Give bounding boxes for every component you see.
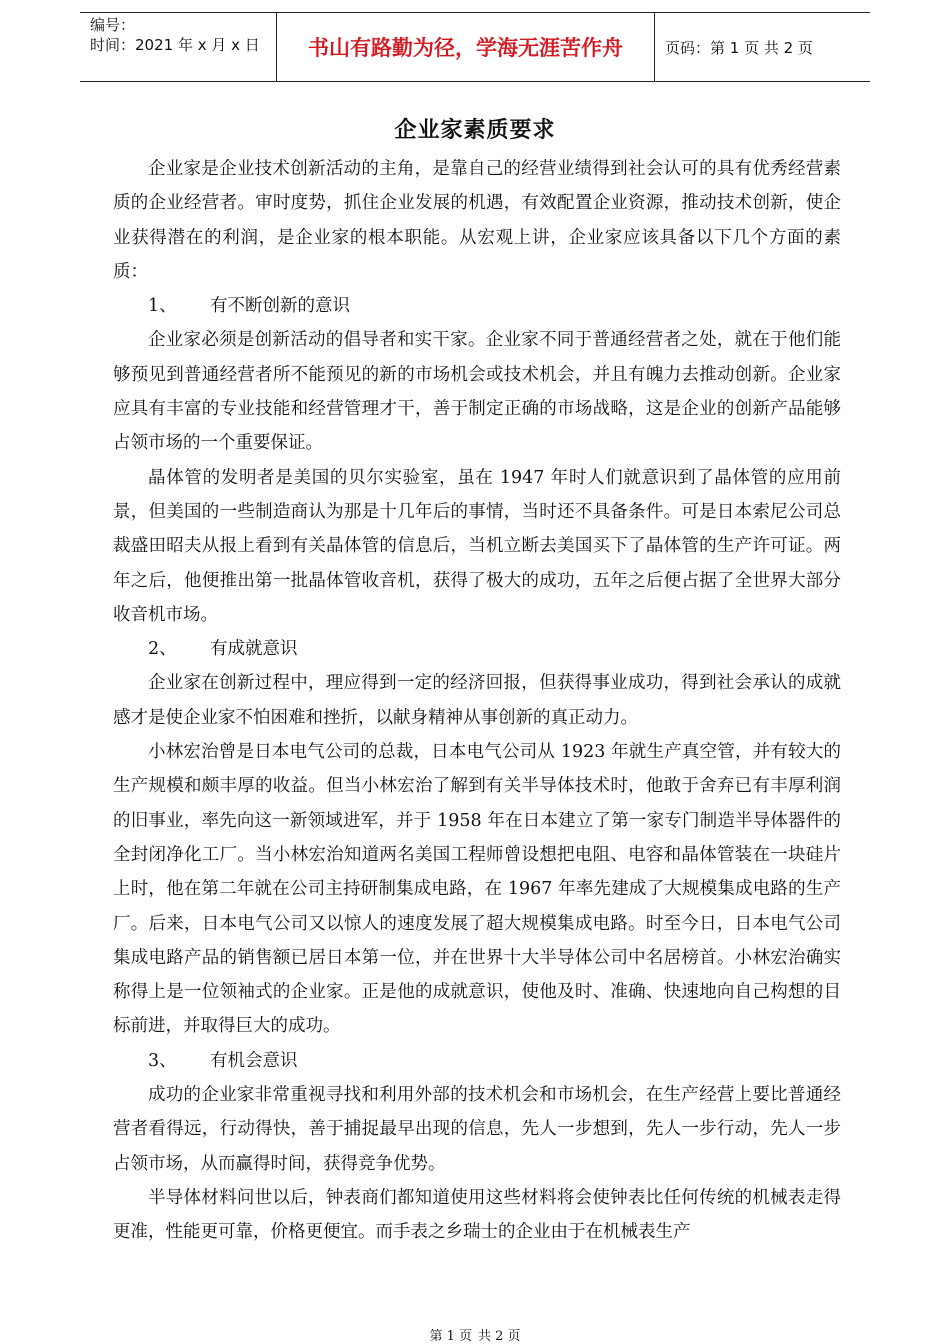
document-title: 企业家素质要求 — [394, 117, 556, 143]
section-number: 3、 — [148, 1050, 177, 1071]
section-title: 有不断创新的意识 — [210, 296, 350, 317]
page-footer — [0, 1325, 950, 1344]
section-title: 有机会意识 — [210, 1050, 298, 1071]
time-label: 时间：2021 年 x 月 x 日 — [90, 36, 260, 54]
section-paragraph: 企业家必须是创新活动的倡导者和实干家。企业家不同于普通经营者之处，就在于他们能够预见到普通经营者所不能预见的新的市场机会或技术机会，并且有魄力去推动创新。企业家应具有丰富的专业技能和经营管理才干，善于制定正确的市场战略，这是企业的创新产品能够占领市场的一个重要保证。 — [113, 330, 841, 454]
header-meta — [80, 13, 277, 81]
number-label: 编号： — [90, 16, 136, 34]
page-header — [80, 12, 870, 82]
section-number: 2、 — [148, 639, 177, 660]
intro-paragraph: 企业家是企业技术创新活动的主角，是靠自己的经营业绩得到社会认可的具有优秀经营素质的企业经营者。审时度势，抓住企业发展的机遇，有效配置企业资源，推动技术创新，使企业获得潜在的利润，是企业家的根本职能。从宏观上讲，企业家应该具备以下几个方面的素质： — [113, 159, 841, 282]
section-heading — [113, 632, 841, 666]
section-paragraph: 半导体材料问世以后，钟表商们都知道使用这些材料将会使钟表比任何传统的机械表走得更准，性能更可靠，价格更便宜。而手表之乡瑞士的企业由于在机械表生产 — [113, 1187, 841, 1243]
section-number: 1、 — [148, 296, 177, 317]
footer-page-current: 第 1 页 — [429, 1329, 472, 1344]
section-paragraph: 晶体管的发明者是美国的贝尔实验室，虽在 1947 年时人们就意识到了晶体管的应用前景，但美国的一些制造商认为那是十几年后的事情，当时还不具备条件。可是日本索尼公司总裁盛田昭夫从报上看到有关晶体管的信息后，当机立断去美国买下了晶体管的生产许可证。两年之后，他便推出第一批晶体管收音机，获得了极大的成功，五年之后便占据了全世界大部分收音机市场。 — [113, 467, 841, 625]
section-heading — [113, 1044, 841, 1078]
section-heading — [113, 289, 841, 323]
section-paragraph: 小林宏治曾是日本电气公司的总裁，日本电气公司从 1923 年就生产真空管，并有较大的生产规模和颇丰厚的收益。但当小林宏治了解到有关半导体技术时，他敢于舍弃已有丰厚利润的旧事业，率先向这一新领域进军，并于 1958 年在日本建立了第一家专门制造半导体器件的全封闭净化工厂。当小林宏治知道两名美国工程师曾设想把电阻、电容和晶体管装在一块硅片上时，他在第二年就在公司主持研制集成电路，在 1967 年率先建成了大规模集成电路的生产厂。后来，日本电气公司又以惊人的速度发展了超大规模集成电路。时至今日，日本电气公司集成电路产品的销售额已居日本第一位，并在世界十大半导体公司中名居榜首。小林宏治确实称得上是一位领袖式的企业家。正是他的成就意识，使他及时、准确、快速地向自己构想的目标前进，并取得巨大的成功。 — [113, 742, 841, 1037]
header-motto: 书山有路勤为径，学海无涯苦作舟 — [277, 13, 655, 81]
header-page-info: 页码：第 1 页 共 2 页 — [665, 38, 813, 57]
section-title: 有成就意识 — [210, 639, 298, 660]
section-paragraph: 成功的企业家非常重视寻找和利用外部的技术机会和市场机会，在生产经营上要比普通经营者看得远，行动得快，善于捕捉最早出现的信息，先人一步想到，先人一步行动，先人一步占领市场，从而赢得时间，获得竞争优势。 — [113, 1085, 841, 1174]
footer-page-total: 共 2 页 — [478, 1329, 521, 1344]
document-body — [113, 152, 841, 1250]
section-paragraph: 企业家在创新过程中，理应得到一定的经济回报，但获得事业成功，得到社会承认的成就感才是使企业家不怕困难和挫折，以献身精神从事创新的真正动力。 — [113, 673, 841, 728]
